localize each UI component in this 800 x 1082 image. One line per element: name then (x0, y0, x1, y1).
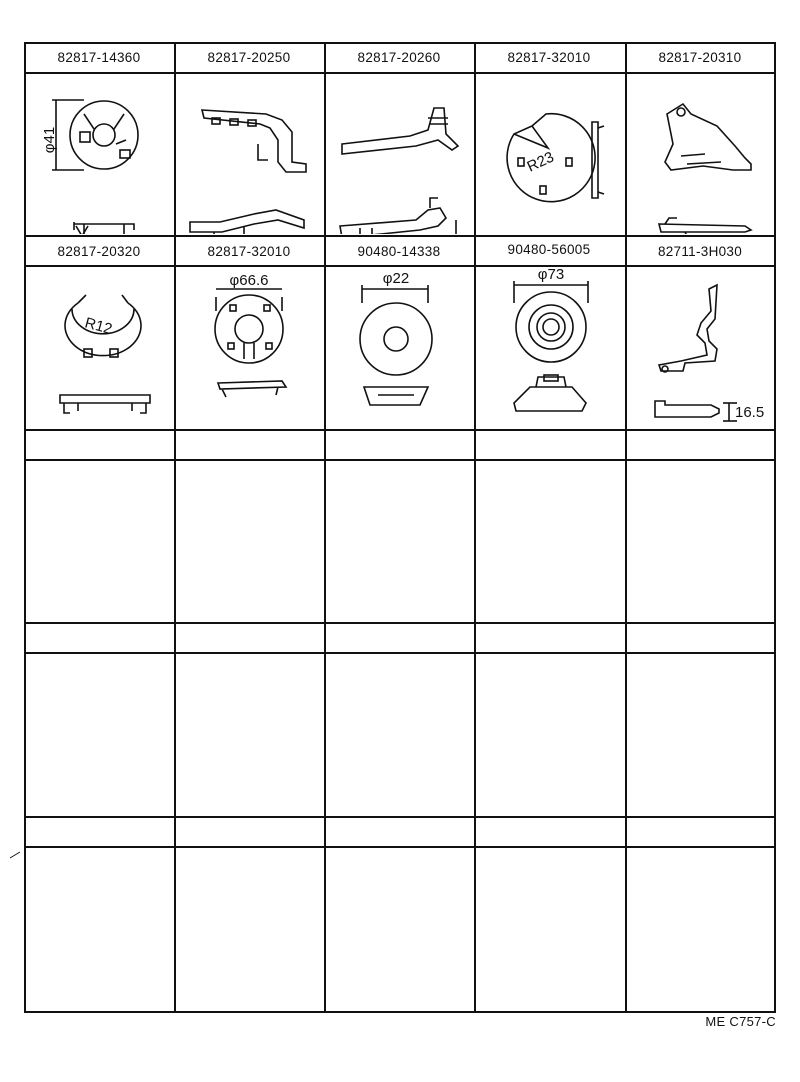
row-divider (24, 459, 776, 461)
bracket-drawing (324, 74, 474, 234)
row-divider (24, 846, 776, 848)
hanger-drawing (625, 74, 775, 234)
part-number: 82817-20260 (357, 50, 441, 65)
stray-mark (8, 848, 22, 860)
dimension-label: φ41 (41, 126, 58, 154)
row-divider (24, 622, 776, 624)
part-number: 82711-3H030 (657, 244, 743, 259)
part-number: 82817-20320 (57, 244, 141, 259)
row-divider (24, 235, 776, 237)
plate-drawing (174, 267, 324, 427)
hook-drawing (625, 267, 775, 427)
clip-drawing (24, 267, 174, 427)
part-number: 82817-14360 (57, 50, 141, 65)
dimension-label: φ66.6 (229, 272, 269, 289)
dimension-label: R12 (82, 314, 114, 338)
part-number: 82817-20310 (658, 50, 742, 65)
part-number: 82817-32010 (207, 244, 291, 259)
row-divider (24, 816, 776, 818)
dimension-label: φ73 (537, 267, 565, 283)
dimension-label: 16.5 (735, 404, 765, 421)
plate-drawing (474, 74, 624, 234)
part-number: 82817-32010 (507, 50, 591, 65)
clip-drawing (24, 74, 174, 234)
drawing-code: ME C757-C (705, 1014, 776, 1029)
part-number: 90480-56005 (507, 242, 591, 257)
grommet-drawing (474, 267, 624, 427)
row-divider (24, 652, 776, 654)
washer-drawing (324, 267, 474, 427)
part-number: 82817-20250 (207, 50, 291, 65)
parts-table (24, 42, 776, 1013)
bracket-drawing (174, 74, 324, 234)
dimension-label: R23 (524, 148, 557, 176)
dimension-label: φ22 (382, 270, 410, 287)
row-divider (24, 429, 776, 431)
part-number: 90480-14338 (357, 244, 441, 259)
